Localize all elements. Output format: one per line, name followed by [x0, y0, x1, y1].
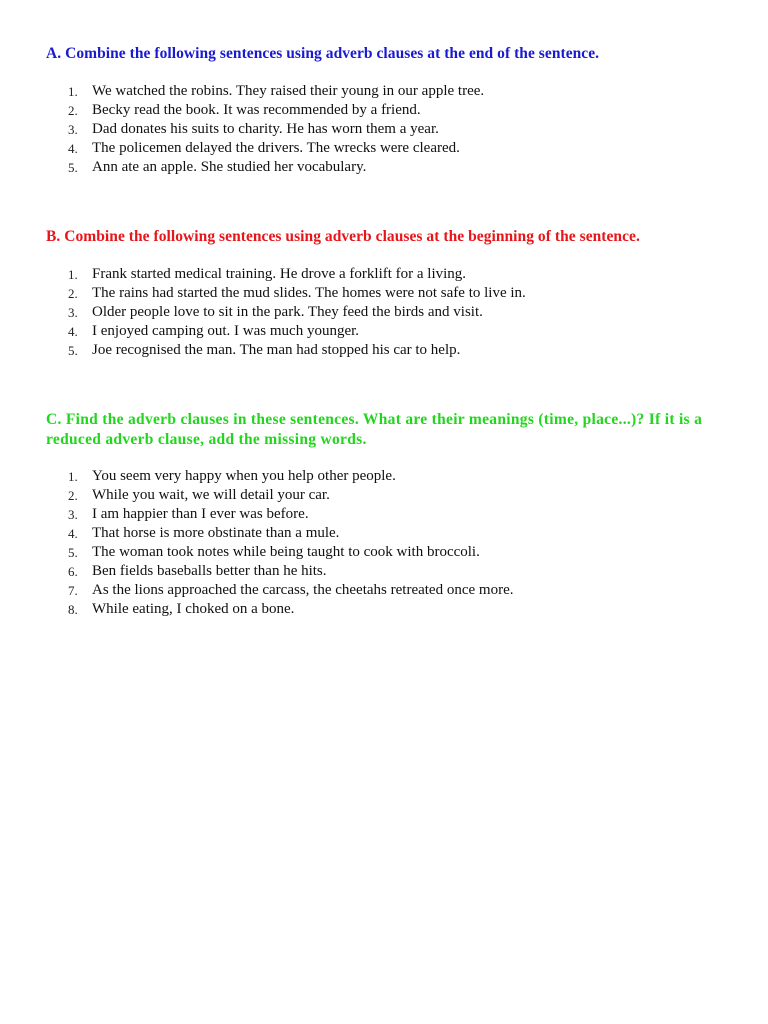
item-text: Becky read the book. It was recommended by a friend. — [92, 102, 421, 118]
item-text: Frank started medical training. He drove a forklift for a living. — [92, 266, 467, 282]
item-text: Joe recognised the man. The man had stopped his car to help. — [92, 342, 461, 358]
item-number: 1. — [68, 84, 78, 99]
item-text: While eating, I choked on a bone. — [92, 601, 295, 617]
item-number: 1. — [68, 267, 78, 282]
item-number: 5. — [68, 545, 78, 560]
section-c-list — [46, 467, 736, 619]
section-b-list — [46, 265, 736, 360]
list-item — [46, 581, 736, 600]
item-number: 8. — [68, 602, 78, 617]
list-item — [46, 543, 736, 562]
list-item — [46, 284, 736, 303]
item-number: 3. — [68, 305, 78, 320]
item-text: We watched the robins. They raised their young in our apple tree. — [92, 83, 485, 99]
item-number: 4. — [68, 141, 78, 156]
item-text: While you wait, we will detail your car. — [92, 487, 330, 503]
item-number: 2. — [68, 286, 78, 301]
item-text: I am happier than I ever was before. — [92, 506, 309, 522]
section-b-heading: B. Combine the following sentences using adverb clauses at the beginning of the sentence. — [46, 228, 640, 245]
list-item — [46, 322, 736, 341]
list-item — [46, 505, 736, 524]
exercise-section-c — [46, 410, 736, 619]
exercise-section-b — [46, 227, 736, 360]
list-item — [46, 524, 736, 543]
list-item — [46, 82, 736, 101]
item-text: Dad donates his suits to charity. He has worn them a year. — [92, 121, 439, 137]
item-number: 3. — [68, 507, 78, 522]
item-text: I enjoyed camping out. I was much younger. — [92, 323, 360, 339]
list-item — [46, 303, 736, 322]
item-number: 2. — [68, 103, 78, 118]
exercise-section-a — [46, 44, 736, 177]
item-number: 2. — [68, 488, 78, 503]
item-number: 4. — [68, 526, 78, 541]
item-number: 5. — [68, 160, 78, 175]
item-text: Older people love to sit in the park. They feed the birds and visit. — [92, 304, 483, 320]
item-text: Ann ate an apple. She studied her vocabulary. — [92, 159, 367, 175]
list-item — [46, 101, 736, 120]
list-item — [46, 120, 736, 139]
item-text: Ben fields baseballs better than he hits. — [92, 563, 327, 579]
item-text: As the lions approached the carcass, the cheetahs retreated once more. — [92, 582, 514, 598]
item-text: That horse is more obstinate than a mule. — [92, 525, 340, 541]
item-number: 3. — [68, 122, 78, 137]
list-item — [46, 562, 736, 581]
section-a-list — [46, 82, 736, 177]
list-item — [46, 341, 736, 360]
section-a-heading: A. Combine the following sentences using adverb clauses at the end of the sentence. — [46, 45, 600, 62]
list-item — [46, 158, 736, 177]
item-number: 1. — [68, 469, 78, 484]
section-c-heading: C. Find the adverb clauses in these sentences. What are their meanings (time, place...)? If it is a reduced adverb clause, add the missing words. — [46, 411, 703, 448]
list-item — [46, 139, 736, 158]
list-item — [46, 486, 736, 505]
item-text: The woman took notes while being taught to cook with broccoli. — [92, 544, 480, 560]
item-text: The rains had started the mud slides. The homes were not safe to live in. — [92, 285, 526, 301]
item-number: 5. — [68, 343, 78, 358]
list-item — [46, 265, 736, 284]
item-number: 6. — [68, 564, 78, 579]
list-item — [46, 600, 736, 619]
item-number: 7. — [68, 583, 78, 598]
item-number: 4. — [68, 324, 78, 339]
list-item — [46, 467, 736, 486]
item-text: You seem very happy when you help other people. — [92, 468, 396, 484]
item-text: The policemen delayed the drivers. The wrecks were cleared. — [92, 140, 460, 156]
